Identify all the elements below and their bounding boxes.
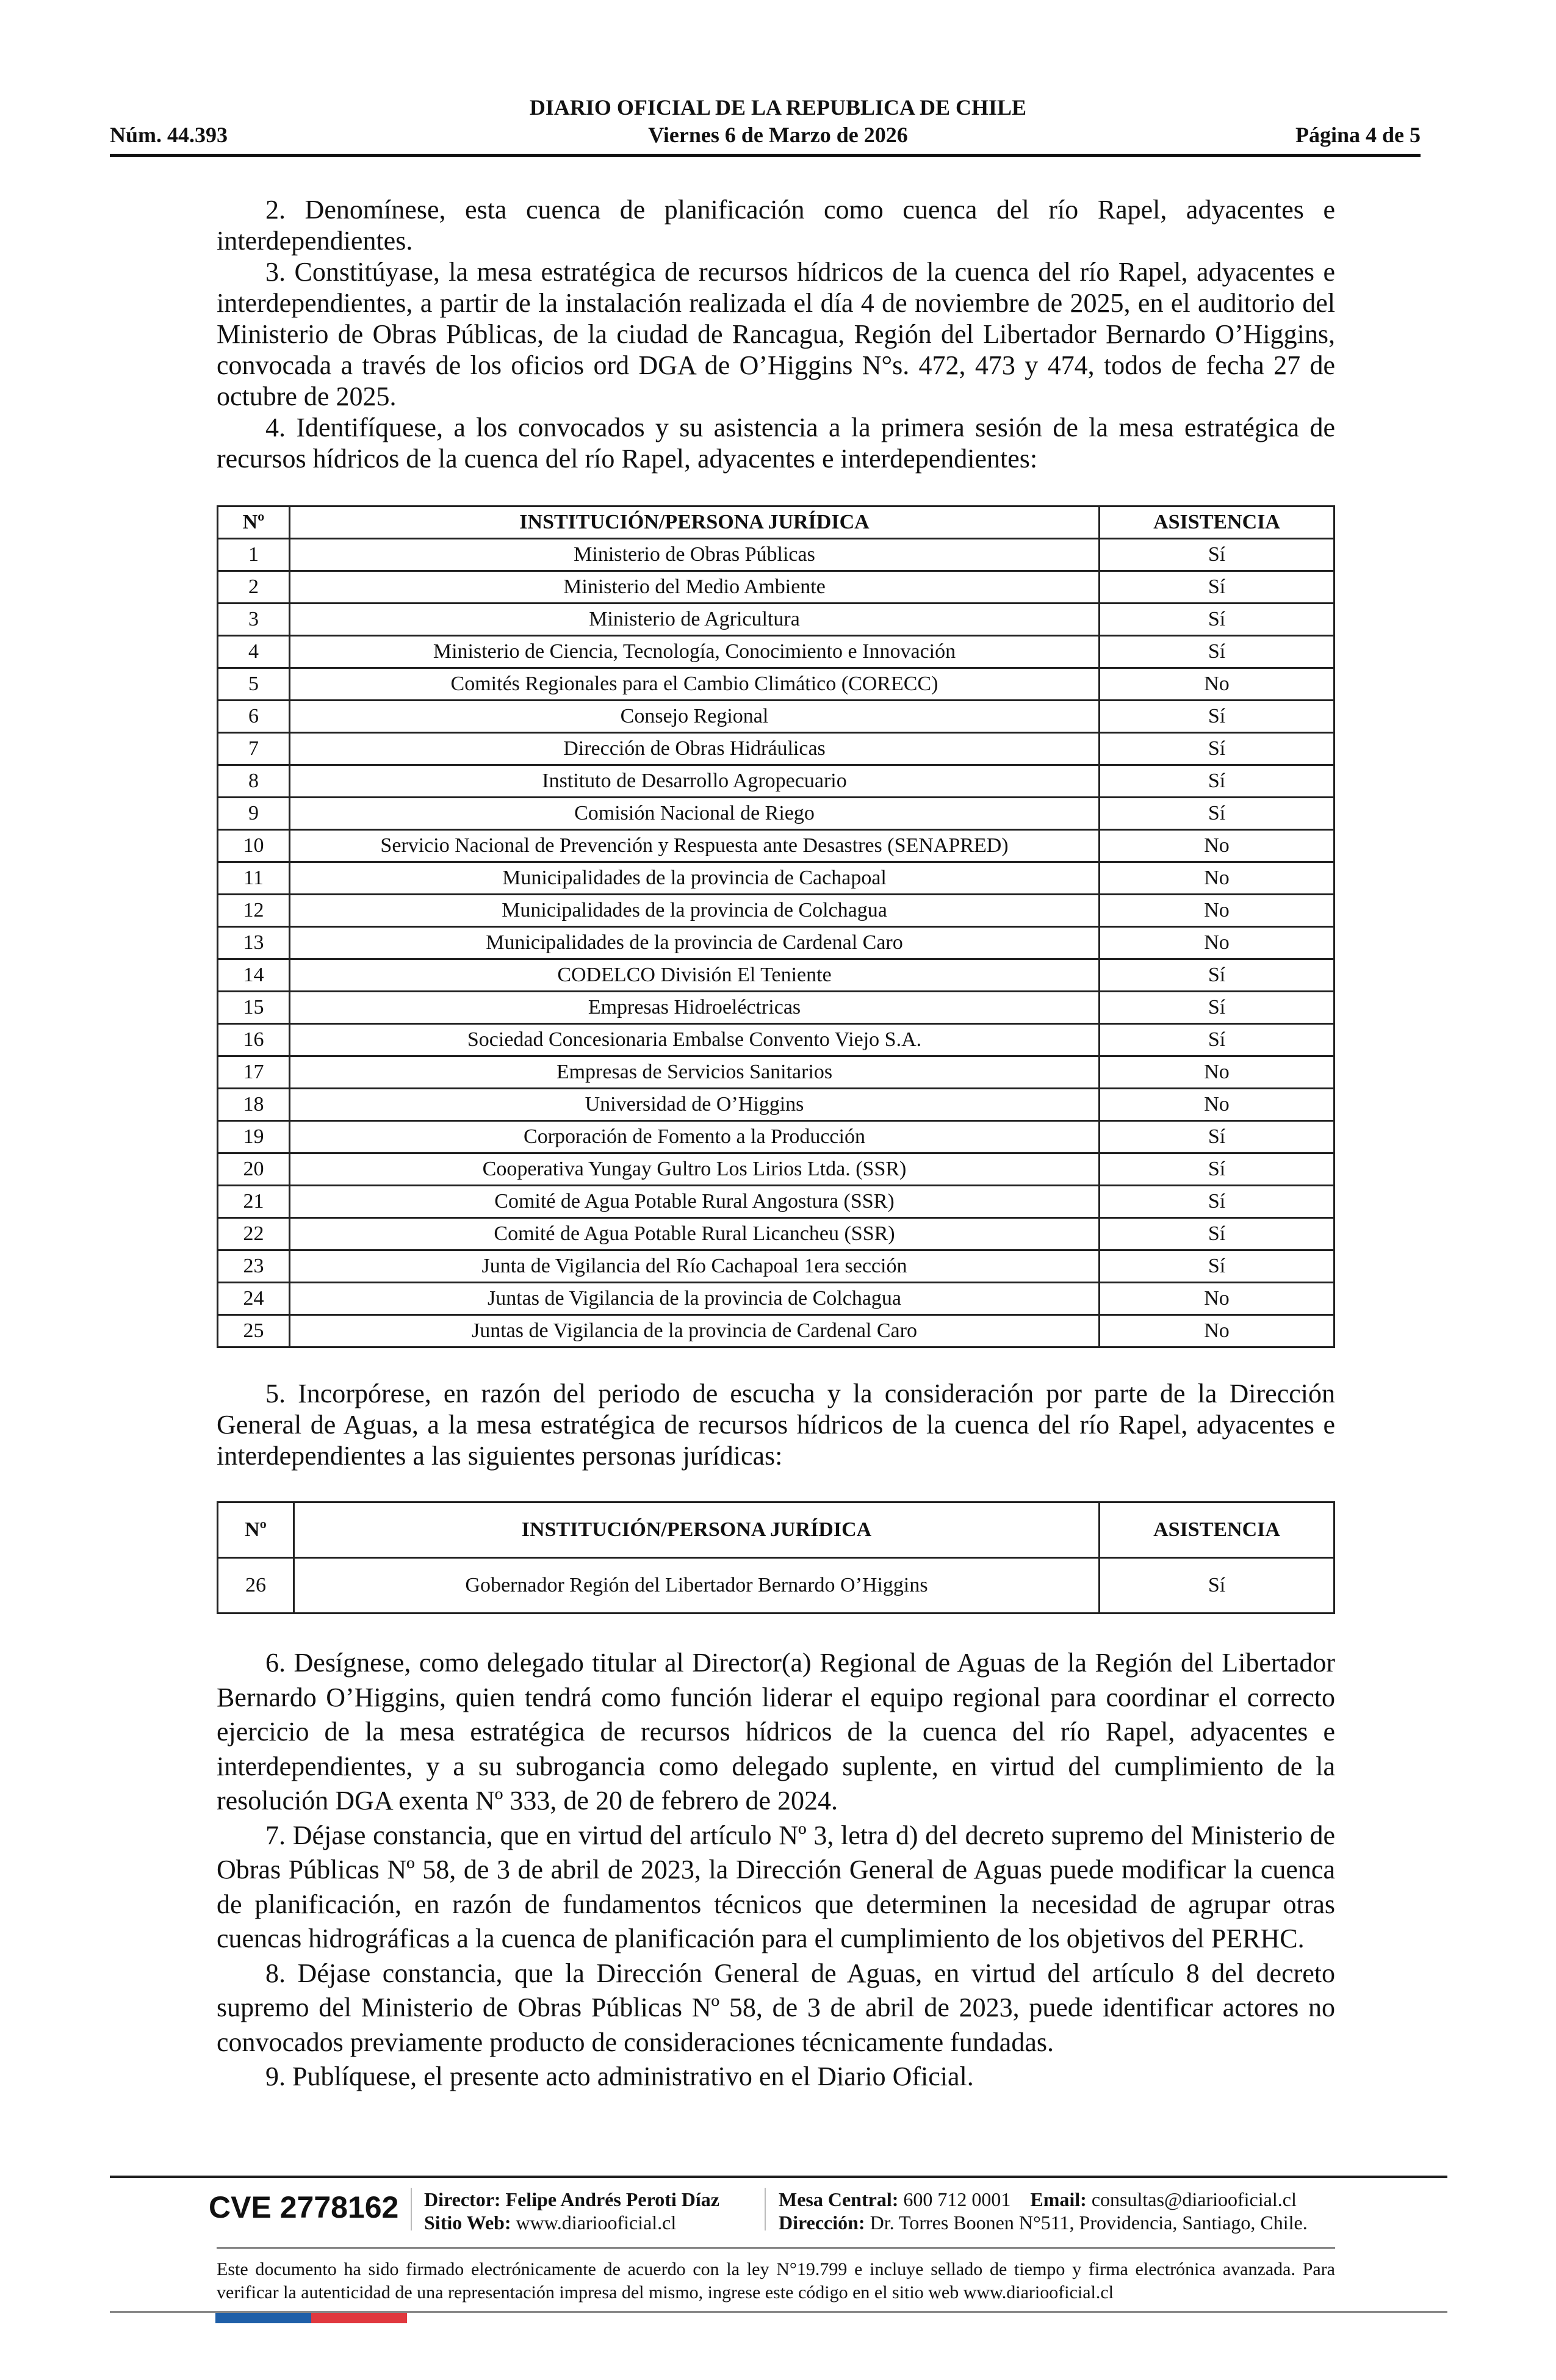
table-row: [218, 765, 1334, 798]
row-attendance: No: [1100, 1089, 1334, 1121]
row-number: 8: [218, 765, 290, 798]
footer-rule-top: [110, 2176, 1447, 2178]
row-institution: Empresas Hidroeléctricas: [290, 992, 1100, 1024]
column-header-institution: INSTITUCIÓN/PERSONA JURÍDICA: [294, 1502, 1100, 1558]
table-row: [218, 798, 1334, 830]
table-row: [218, 927, 1334, 959]
row-institution: Corporación de Fomento a la Producción: [290, 1121, 1100, 1153]
table-row: [218, 636, 1334, 668]
incorporated-table: [217, 1501, 1335, 1614]
table-row: [218, 1283, 1334, 1315]
row-number: 11: [218, 862, 290, 895]
row-attendance: Sí: [1100, 1186, 1334, 1218]
row-number: 19: [218, 1121, 290, 1153]
page-number: Página 4 de 5: [1295, 123, 1421, 147]
row-attendance: Sí: [1100, 539, 1334, 571]
row-institution: Gobernador Región del Libertador Bernardo O’Higgins: [294, 1558, 1100, 1614]
row-institution: Comité de Agua Potable Rural Angostura (SSR): [290, 1186, 1100, 1218]
table-row: [218, 1056, 1334, 1089]
table-row: [218, 862, 1334, 895]
column-header-number: Nº: [218, 507, 290, 539]
row-institution: Ministerio de Ciencia, Tecnología, Conocimiento e Innovación: [290, 636, 1100, 668]
row-institution: Municipalidades de la provincia de Cardenal Caro: [290, 927, 1100, 959]
row-number: 12: [218, 895, 290, 927]
row-attendance: No: [1100, 1315, 1334, 1347]
table-row: [218, 830, 1334, 862]
paragraph-5: 5. Incorpórese, en razón del periodo de escucha y la consideración por parte de la Dirección General de Aguas, a la mesa estratégica de recursos hídricos de la cuenca del río Rapel, adyacentes e interdependientes a las siguientes personas jurídicas:: [217, 1379, 1335, 1471]
row-number: 15: [218, 992, 290, 1024]
row-attendance: No: [1100, 668, 1334, 701]
row-institution: Empresas de Servicios Sanitarios: [290, 1056, 1100, 1089]
row-institution: Municipalidades de la provincia de Cachapoal: [290, 862, 1100, 895]
row-attendance: Sí: [1100, 1153, 1334, 1186]
row-attendance: No: [1100, 1283, 1334, 1315]
paragraph-7: 7. Déjase constancia, que en virtud del artículo Nº 3, letra d) del decreto supremo del Ministerio de Obras Públicas Nº 58, de 3 de abril de 2023, la Dirección General de Aguas puede modificar la cuenca de planificación, en razón de fundamentos técnicos que determinen la necesidad de agrupar otras cuencas hidrográficas a la cuenca de planificación para el cumplimiento de los objetivos del PERHC.: [217, 1820, 1335, 1953]
column-header-number: Nº: [218, 1502, 294, 1558]
table-row: [218, 733, 1334, 765]
table-row: [218, 604, 1334, 636]
email-link[interactable]: consultas@diariooficial.cl: [1091, 2188, 1297, 2210]
table-row: [218, 1218, 1334, 1250]
row-number: 2: [218, 571, 290, 604]
row-institution: Universidad de O’Higgins: [290, 1089, 1100, 1121]
paragraphs-2-4: [217, 194, 1335, 474]
row-institution: CODELCO División El Teniente: [290, 959, 1100, 992]
row-institution: Comités Regionales para el Cambio Climático (CORECC): [290, 668, 1100, 701]
row-attendance: Sí: [1100, 992, 1334, 1024]
row-attendance: Sí: [1100, 1558, 1334, 1614]
paragraph-2: 2. Denomínese, esta cuenca de planificación como cuenca del río Rapel, adyacentes e interdependientes.: [217, 195, 1335, 256]
table-row: [218, 1315, 1334, 1347]
table-row: [218, 1024, 1334, 1056]
cve-code: CVE 2778162: [209, 2190, 399, 2224]
footer-divider: [765, 2188, 766, 2230]
row-attendance: Sí: [1100, 1121, 1334, 1153]
paragraph-6: 6. Desígnese, como delegado titular al Director(a) Regional de Aguas de la Región del Libertador Bernardo O’Higgins, quien tendrá como función liderar el equipo regional para coordinar el correcto ejercicio de la mesa estratégica de recursos hídricos de la cuenca del río Rapel, adyacentes e interdependientes, y a su subrogancia como delegado suplente, en virtud del cumplimiento de la resolución DGA exenta Nº 333, de 20 de febrero de 2024.: [217, 1648, 1335, 1816]
row-attendance: Sí: [1100, 959, 1334, 992]
row-number: 26: [218, 1558, 294, 1614]
issue-date: Viernes 6 de Marzo de 2026: [648, 123, 908, 147]
director-name: Felipe Andrés Peroti Díaz: [505, 2188, 719, 2210]
row-institution: Municipalidades de la provincia de Colchagua: [290, 895, 1100, 927]
footer-contact-block: [779, 2188, 1308, 2234]
newspaper-title: DIARIO OFICIAL DE LA REPUBLICA DE CHILE: [529, 95, 1027, 120]
table-row: [218, 1153, 1334, 1186]
paragraph-5-block: [217, 1378, 1335, 1471]
row-number: 18: [218, 1089, 290, 1121]
paragraph-4: 4. Identifíquese, a los convocados y su asistencia a la primera sesión de la mesa estratégica de recursos hídricos de la cuenca del río Rapel, adyacentes e interdependientes:: [217, 413, 1335, 474]
row-number: 25: [218, 1315, 290, 1347]
flag-red-bar: [311, 2313, 407, 2323]
row-attendance: No: [1100, 895, 1334, 927]
row-institution: Ministerio de Agricultura: [290, 604, 1100, 636]
table-row: [218, 959, 1334, 992]
row-institution: Comité de Agua Potable Rural Licancheu (SSR): [290, 1218, 1100, 1250]
row-attendance: Sí: [1100, 701, 1334, 733]
web-label: Sitio Web:: [424, 2212, 511, 2234]
row-attendance: Sí: [1100, 1250, 1334, 1283]
row-institution: Cooperativa Yungay Gultro Los Lirios Ltda. (SSR): [290, 1153, 1100, 1186]
mesa-label: Mesa Central:: [779, 2188, 899, 2210]
row-institution: Instituto de Desarrollo Agropecuario: [290, 765, 1100, 798]
column-header-attendance: ASISTENCIA: [1100, 1502, 1334, 1558]
row-institution: Juntas de Vigilancia de la provincia de Colchagua: [290, 1283, 1100, 1315]
row-attendance: Sí: [1100, 798, 1334, 830]
row-number: 9: [218, 798, 290, 830]
row-number: 16: [218, 1024, 290, 1056]
row-attendance: No: [1100, 830, 1334, 862]
row-attendance: No: [1100, 1056, 1334, 1089]
footer-disclaimer: Este documento ha sido firmado electrónicamente de acuerdo con la ley N°19.799 e incluye sellado de tiempo y firma electrónica avanzada. Para verificar la autenticidad de una representación impresa del mismo, ingrese este código en el sitio web www.diariooficial.cl: [217, 2259, 1335, 2302]
table-row: [218, 1558, 1334, 1614]
footer-rule-middle: [217, 2247, 1335, 2249]
table-row: [218, 571, 1334, 604]
row-attendance: Sí: [1100, 636, 1334, 668]
footer-director-block: [424, 2188, 719, 2234]
row-number: 20: [218, 1153, 290, 1186]
row-number: 10: [218, 830, 290, 862]
row-number: 13: [218, 927, 290, 959]
attendance-table: [217, 505, 1335, 1348]
row-institution: Servicio Nacional de Prevención y Respuesta ante Desastres (SENAPRED): [290, 830, 1100, 862]
row-attendance: Sí: [1100, 1024, 1334, 1056]
table-row: [218, 895, 1334, 927]
row-number: 14: [218, 959, 290, 992]
row-institution: Sociedad Concesionaria Embalse Convento Viejo S.A.: [290, 1024, 1100, 1056]
director-label: Director:: [424, 2188, 501, 2210]
row-attendance: No: [1100, 862, 1334, 895]
mesa-phone: 600 712 0001: [903, 2188, 1011, 2210]
row-institution: Comisión Nacional de Riego: [290, 798, 1100, 830]
column-header-attendance: ASISTENCIA: [1100, 507, 1334, 539]
paragraph-9: 9. Publíquese, el presente acto administrativo en el Diario Oficial.: [265, 2061, 974, 2091]
row-attendance: Sí: [1100, 765, 1334, 798]
table-row: [218, 992, 1334, 1024]
row-institution: Juntas de Vigilancia de la provincia de Cardenal Caro: [290, 1315, 1100, 1347]
address-label: Dirección:: [779, 2212, 865, 2234]
row-institution: Ministerio de Obras Públicas: [290, 539, 1100, 571]
table-row: [218, 1121, 1334, 1153]
row-institution: Consejo Regional: [290, 701, 1100, 733]
table-row: [218, 1250, 1334, 1283]
footer-divider: [411, 2188, 412, 2230]
row-number: 5: [218, 668, 290, 701]
row-number: 1: [218, 539, 290, 571]
row-attendance: Sí: [1100, 733, 1334, 765]
row-number: 4: [218, 636, 290, 668]
paragraphs-6-9: [217, 1646, 1335, 2094]
column-header-institution: INSTITUCIÓN/PERSONA JURÍDICA: [290, 507, 1100, 539]
row-number: 7: [218, 733, 290, 765]
issue-number: Núm. 44.393: [110, 123, 228, 147]
table-row: [218, 539, 1334, 571]
address: Dr. Torres Boonen N°511, Providencia, Santiago, Chile.: [870, 2212, 1308, 2234]
row-number: 24: [218, 1283, 290, 1315]
flag-blue-bar: [215, 2313, 311, 2323]
row-number: 21: [218, 1186, 290, 1218]
row-number: 17: [218, 1056, 290, 1089]
row-attendance: No: [1100, 927, 1334, 959]
paragraph-3: 3. Constitúyase, la mesa estratégica de recursos hídricos de la cuenca del río Rapel, adyacentes e interdependientes, a partir de la instalación realizada el día 4 de noviembre de 2025, en el auditorio del Ministerio de Obras Públicas, de la ciudad de Rancagua, Región del Libertador Bernardo O’Higgins, convocada a través de los oficios ord DGA de O’Higgins N°s. 472, 473 y 474, todos de fecha 27 de octubre de 2025.: [217, 257, 1335, 411]
row-number: 3: [218, 604, 290, 636]
table-row: [218, 1089, 1334, 1121]
row-attendance: Sí: [1100, 1218, 1334, 1250]
row-institution: Ministerio del Medio Ambiente: [290, 571, 1100, 604]
web-link[interactable]: www.diariooficial.cl: [516, 2212, 677, 2234]
row-number: 22: [218, 1218, 290, 1250]
row-number: 23: [218, 1250, 290, 1283]
row-number: 6: [218, 701, 290, 733]
row-attendance: Sí: [1100, 604, 1334, 636]
row-institution: Junta de Vigilancia del Río Cachapoal 1era sección: [290, 1250, 1100, 1283]
header-rule: [110, 154, 1421, 157]
table-row: [218, 668, 1334, 701]
email-label: Email:: [1030, 2188, 1087, 2210]
row-institution: Dirección de Obras Hidráulicas: [290, 733, 1100, 765]
table-row: [218, 1186, 1334, 1218]
row-attendance: Sí: [1100, 571, 1334, 604]
paragraph-8: 8. Déjase constancia, que la Dirección General de Aguas, en virtud del artículo 8 del decreto supremo del Ministerio de Obras Públicas Nº 58, de 3 de abril de 2023, puede identificar actores no convocados previamente producto de consideraciones técnicamente fundadas.: [217, 1958, 1335, 2057]
table-row: [218, 701, 1334, 733]
